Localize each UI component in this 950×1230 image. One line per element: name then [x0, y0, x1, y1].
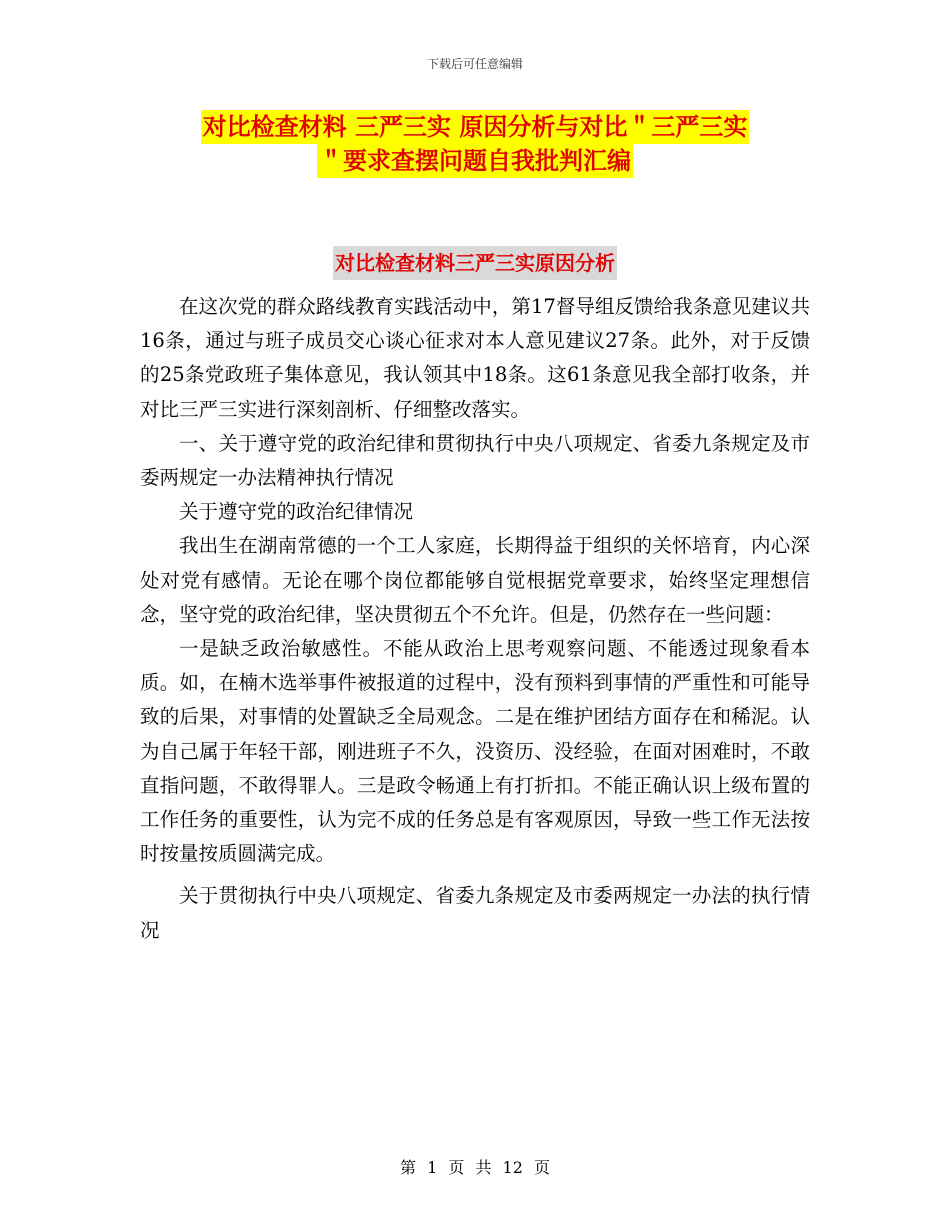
paragraph-background: 我出生在湖南常德的一个工人家庭，长期得益于组织的关怀培育，内心深处对党有感情。无论在哪个岗位都能够自觉根据党章要求，始终坚定理想信念，坚守党的政治纪律，坚决贯彻五个不允许。但是，仍然存在一些问题： [140, 534, 810, 626]
paragraph-subheading-discipline: 关于遵守党的政治纪律情况 [179, 500, 414, 524]
paragraph-subheading-regulations: 关于贯彻执行中央八项规定、省委九条规定及市委两规定一办法的执行情况 [140, 884, 810, 942]
title-line-1: 对比检查材料 三严三实 原因分析与对比＂三严三实 [201, 110, 750, 144]
paragraph-problems: 一是缺乏政治敏感性。不能从政治上思考观察问题、不能透过现象看本质。如，在楠木选举事件被报道的过程中，没有预料到事情的严重性和可能导致的后果，对事情的处置缺乏全局观念。二是在维护团结方面存在和稀泥。认为自己属于年轻干部，刚进班子不久，没资历、没经验，在面对困难时，不敢直指问题，不敢得罪人。三是政令畅通上有打折扣。不能正确认识上级布置的工作任务的重要性，认为完不成的任务总是有客观原因，导致一些工作无法按时按量按质圆满完成。 [140, 637, 810, 866]
document-title [140, 110, 810, 178]
document-body [140, 290, 810, 948]
section-heading: 对比检查材料三严三实原因分析 [333, 246, 617, 280]
paragraph-intro: 在这次党的群众路线教育实践活动中，第17督导组反馈给我条意见建议共16条，通过与班子成员交心谈心征求对本人意见建议27条。此外，对于反馈的25条党政班子集体意见，我认领其中18条。这61条意见我全部打收条，并对比三严三实进行深刻剖析、仔细整改落实。 [140, 295, 810, 421]
section-heading-wrap [0, 246, 950, 280]
page-footer: 第 1 页 共 12 页 [400, 1158, 550, 1177]
page-header: 下载后可任意编辑 [426, 57, 523, 71]
title-line-2: ＂要求查摆问题自我批判汇编 [317, 144, 633, 178]
paragraph-section-one: 一、关于遵守党的政治纪律和贯彻执行中央八项规定、省委九条规定及市委两规定一办法精神执行情况 [140, 431, 810, 490]
